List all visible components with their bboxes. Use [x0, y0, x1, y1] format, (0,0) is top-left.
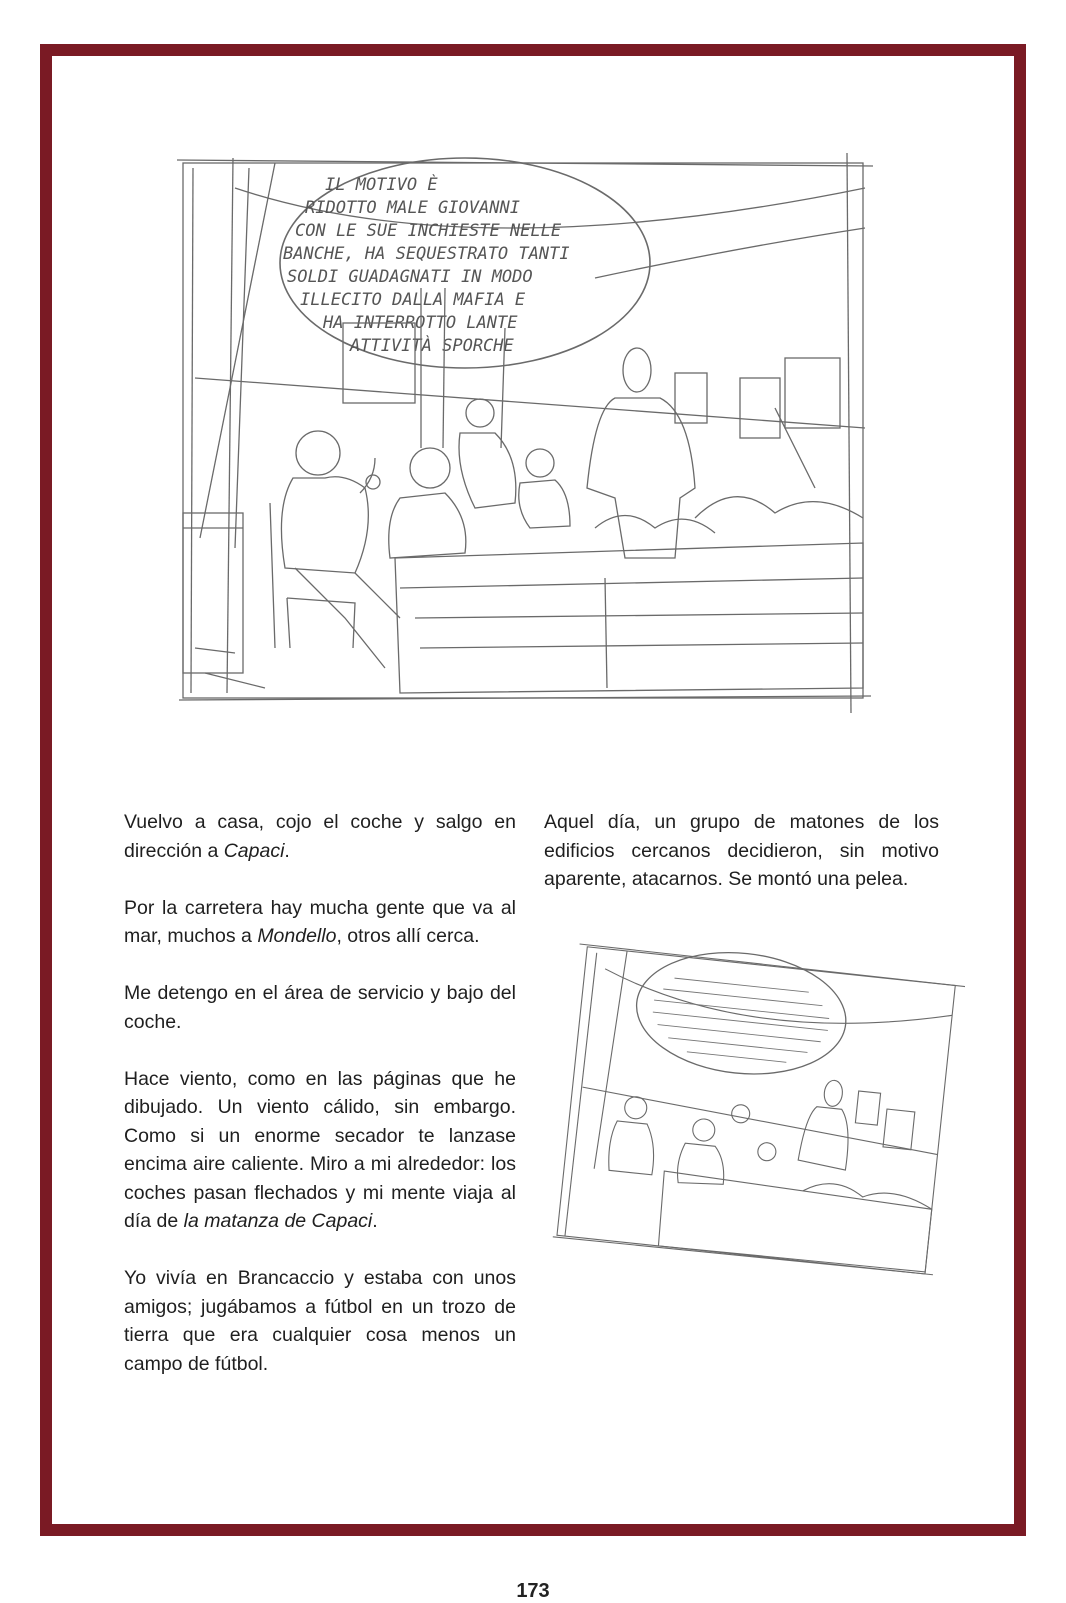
right-text-column [544, 808, 939, 922]
left-paragraph: Hace viento, como en las páginas que he dibujado. Un viento cálido, sin embargo. Como si un enorme secador te lanzase encima aire caliente. Miro a mi alrededor: los coches pasan flechados y mi mente viaja al día de la matanza de Capaci. [124, 1067, 516, 1232]
left-text-column [124, 808, 516, 1407]
page-number: 173 [516, 1580, 550, 1602]
speech-bubble-line: IL MOTIVO È [325, 175, 438, 195]
speech-bubble-line: HA INTERROTTO LANTE [323, 313, 518, 333]
left-paragraph: Vuelvo a casa, cojo el coche y salgo en dirección a Capaci. [124, 811, 516, 862]
speech-bubble-text [283, 173, 570, 356]
speech-bubble-line: RIDOTTO MALE GIOVANNI [305, 198, 520, 218]
left-paragraph: Por la carretera hay mucha gente que va al mar, muchos a Mondello, otros allí cerca. [124, 896, 516, 947]
left-paragraph: Me detengo en el área de servicio y bajo del coche. [124, 982, 516, 1033]
speech-bubble-line: ILLECITO DALLA MAFIA E [300, 290, 526, 310]
speech-bubble-line: SOLDI GUADAGNATI IN MODO [287, 267, 533, 287]
pencil-sketch-main [175, 148, 875, 728]
speech-bubble-line: ATTIVITÀ SPORCHE [350, 336, 514, 356]
pencil-sketch-small [540, 935, 965, 1307]
speech-bubble-line: CON LE SUE INCHIESTE NELLE [295, 221, 562, 241]
left-paragraph: Yo vivía en Brancaccio y estaba con unos amigos; jugábamos a fútbol en un trozo de tierra que era cualquier cosa menos un campo de fútbol. [124, 1267, 516, 1375]
right-paragraph: Aquel día, un grupo de matones de los edificios cercanos decidieron, sin motivo aparente, atacarnos. Se montó una pelea. [544, 811, 939, 890]
speech-bubble-line: BANCHE, HA SEQUESTRATO TANTI [283, 244, 570, 264]
